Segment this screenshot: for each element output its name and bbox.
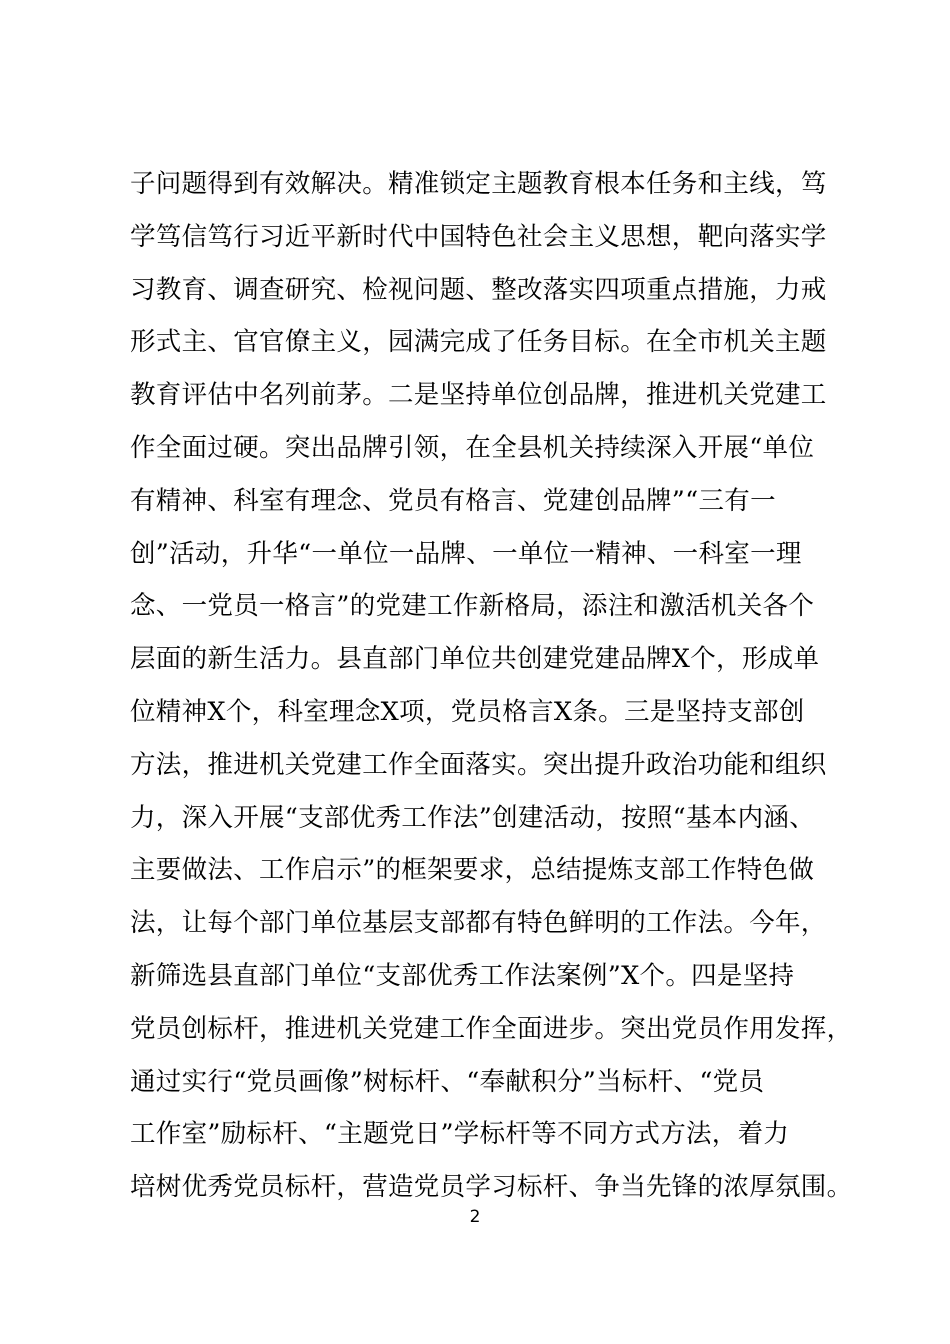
text-line: 形式主、官官僚主义，园满完成了任务目标。在全市机关主题 — [130, 327, 827, 358]
text-line: 念、一党员一格言”的党建工作新格局，添注和激活机关各个 — [130, 591, 815, 622]
text-line: 有精神、科室有理念、党员有格言、党建创品牌”“三有一 — [130, 485, 776, 516]
text-line: 党员创标杆，推进机关党建工作全面进步。突出党员作用发挥， — [130, 1013, 853, 1044]
text-line: 教育评估中名列前茅。二是坚持单位创品牌，推进机关党建工 — [130, 380, 827, 411]
page-number: 2 — [469, 1207, 481, 1227]
text-line: 子问题得到有效解决。精准锁定主题教育根本任务和主线，笃 — [130, 169, 827, 199]
text-line: 方法，推进机关党建工作全面落实。突出提升政治功能和组织 — [130, 749, 827, 780]
text-line: 通过实行“党员画像”树标杆、“奉献积分”当标杆、“党员 — [130, 1066, 765, 1097]
text-line: 法，让每个部门单位基层支部都有特色鲜明的工作法。今年， — [130, 908, 827, 939]
text-line: 学笃信笃行习近平新时代中国特色社会主义思想，靶向落实学 — [130, 221, 827, 252]
text-line: 主要做法、工作启示”的框架要求，总结提炼支部工作特色做 — [130, 855, 815, 886]
text-line: 创”活动，升华“一单位一品牌、一单位一精神、一科室一理 — [130, 538, 802, 569]
text-line: 位精神X个，科室理念X项，党员格言X条。三是坚持支部创 — [130, 696, 805, 727]
text-line: 层面的新生活力。县直部门单位共创建党建品牌X个，形成单 — [130, 644, 820, 675]
text-line: 力，深入开展“支部优秀工作法”创建活动，按照“基本内涵、 — [130, 802, 816, 833]
body-paragraph — [130, 158, 853, 1214]
text-line: 培树优秀党员标杆，营造党员学习标杆、争当先锋的浓厚氛围。 — [130, 1172, 853, 1203]
text-line: 新筛选县直部门单位“支部优秀工作法案例”X个。四是坚持 — [130, 960, 795, 991]
text-line: 工作室”励标杆、“主题党日”学标杆等不同方式方法，着力 — [130, 1119, 790, 1150]
text-line: 习教育、调查研究、检视问题、整改落实四项重点措施，力戒 — [130, 274, 827, 305]
text-line: 作全面过硬。突出品牌引领，在全县机关持续深入开展“单位 — [130, 432, 815, 463]
